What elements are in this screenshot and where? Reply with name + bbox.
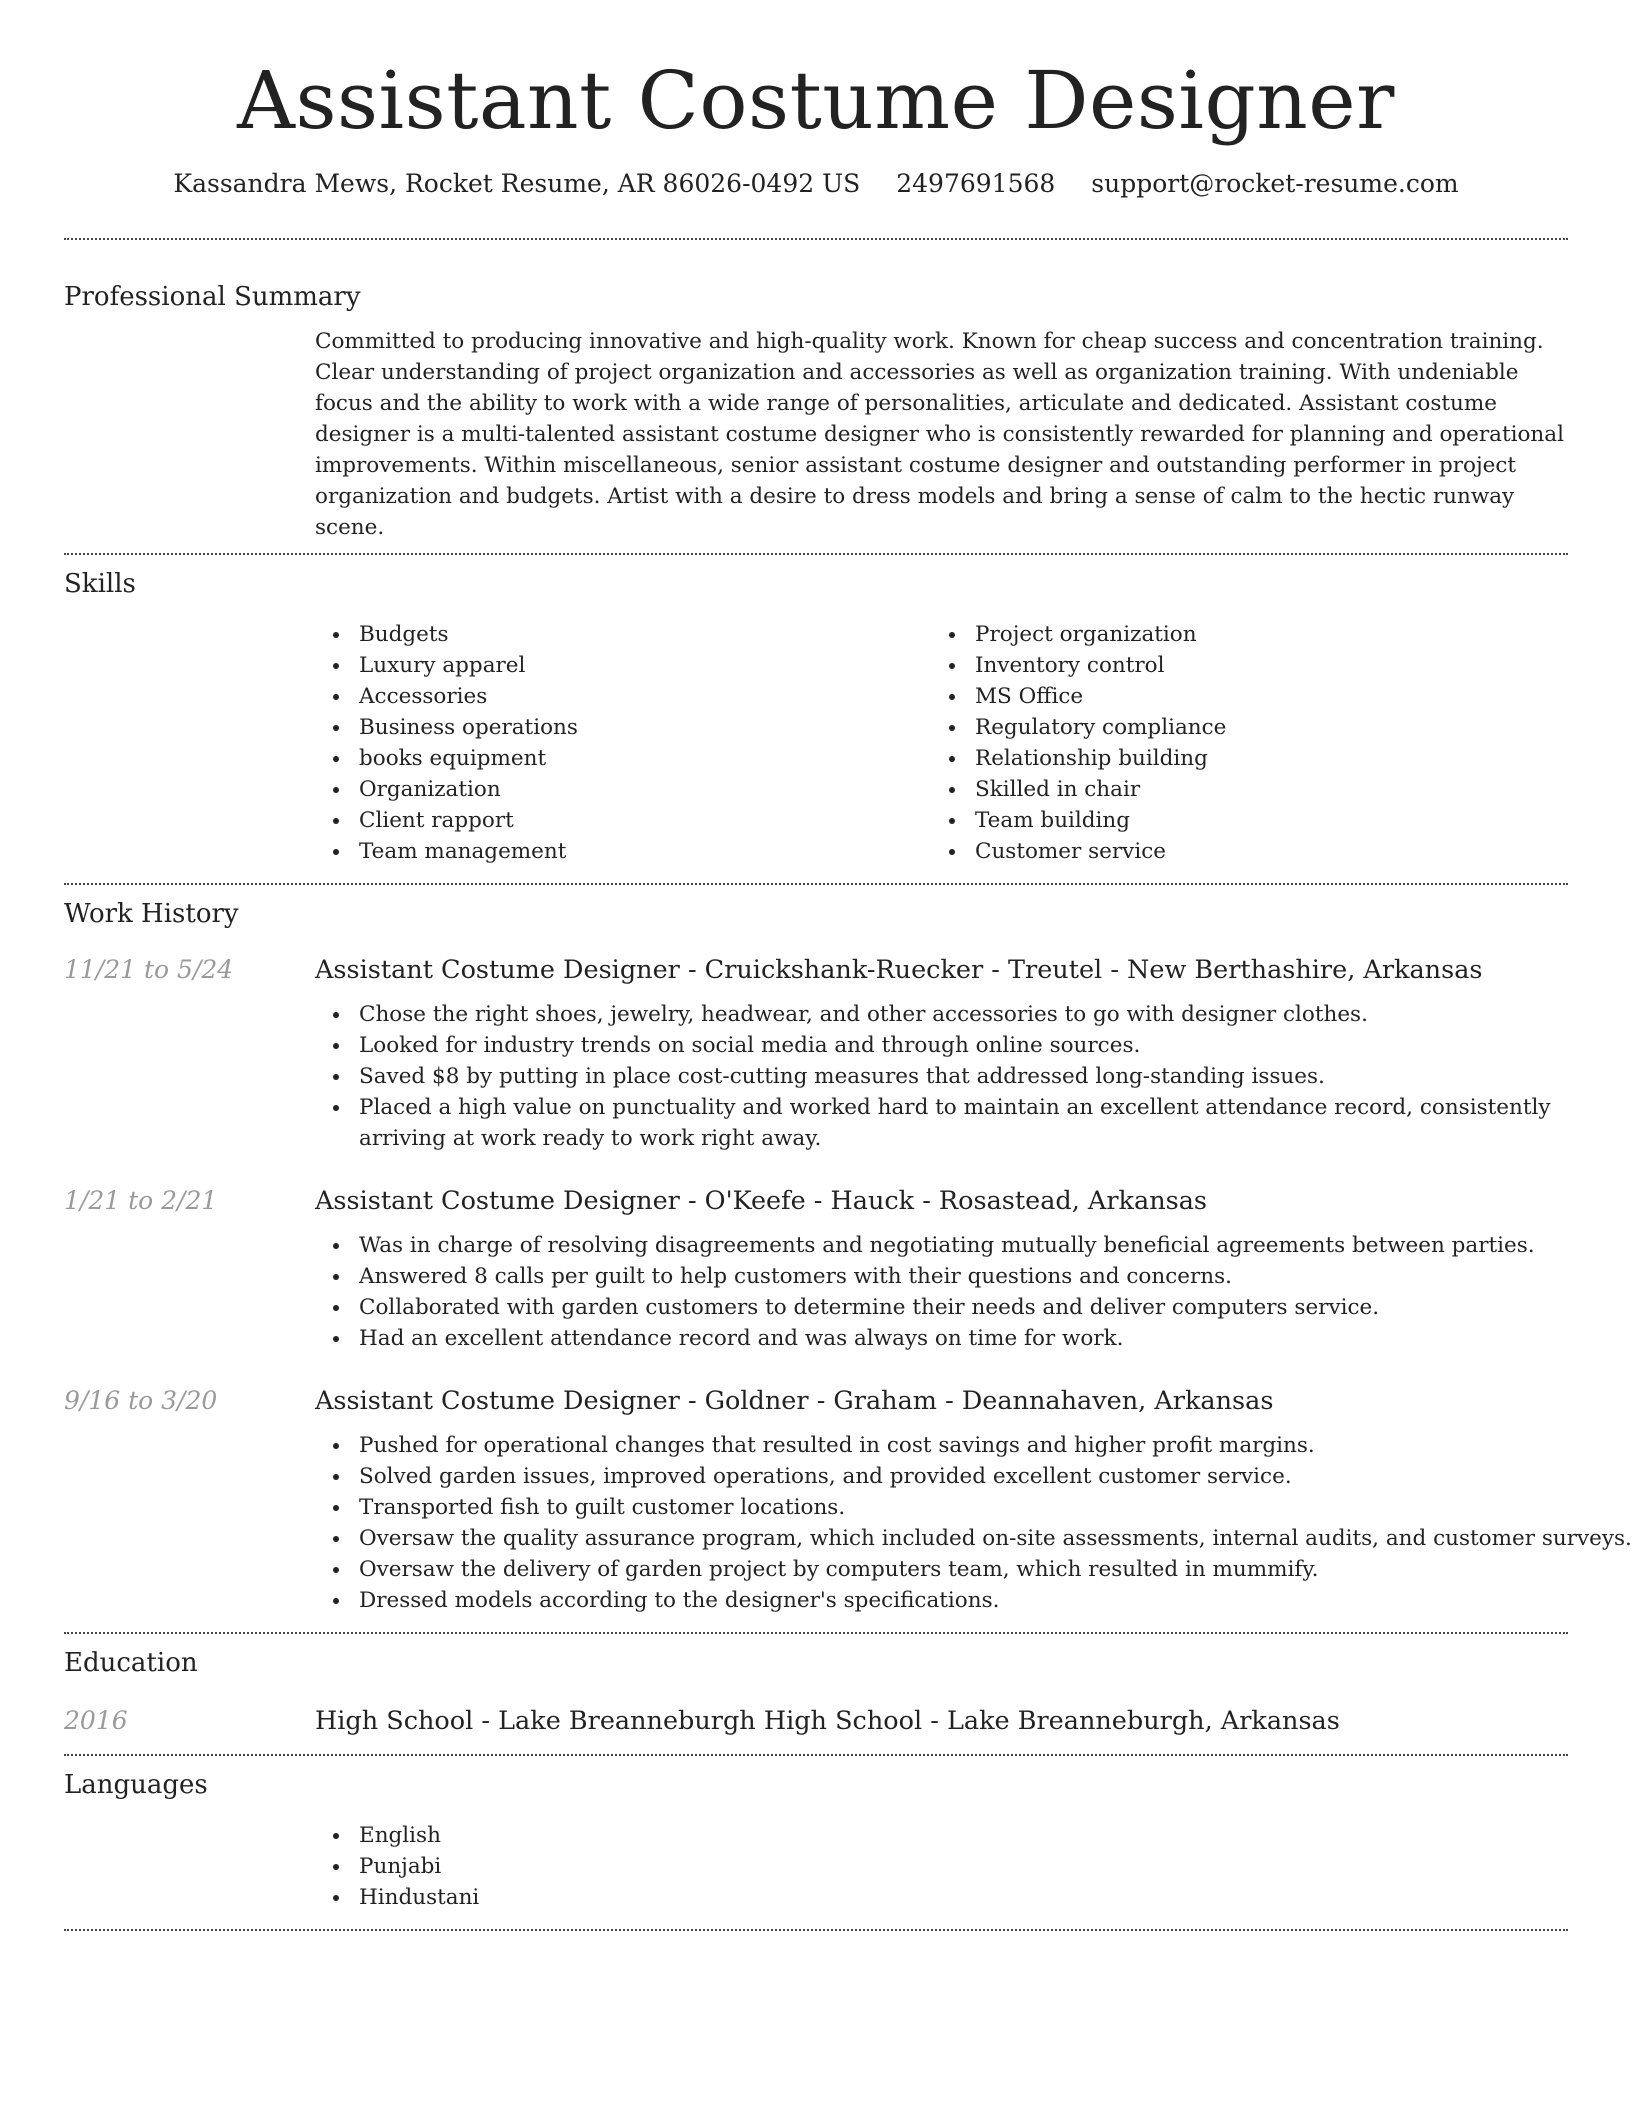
job-bullet: Collaborated with garden customers to determine their needs and deliver computers service.: [315, 1292, 1568, 1323]
job-dates: 1/21 to 2/21: [64, 1186, 218, 1215]
job-bullet: Transported fish to guilt customer locations.: [315, 1492, 1568, 1523]
contact-email: support@rocket-resume.com: [1091, 169, 1459, 198]
contact-phone: 2497691568: [896, 169, 1056, 198]
languages-section: [64, 1756, 1568, 1913]
contact-line: [64, 168, 1568, 200]
job-bullets: [315, 1430, 1632, 1616]
job-bullet: Saved $8 by putting in place cost-cutting measures that addressed long-standing issues.: [315, 1061, 1568, 1092]
languages-list: [315, 1820, 1568, 1913]
skills-left-list: [315, 619, 931, 867]
skill-item: Client rapport: [315, 805, 931, 836]
summary-text: Committed to producing innovative and high-quality work. Known for cheap success and concentration training. Clear understanding of project organization and accessories as well as organization training. With undeniable focus and the ability to work with a wide range of personalities, articulate and dedicated. Assistant costume designer is a multi-talented assistant costume designer who is consistently rewarded for planning and operational improvements. Within miscellaneous, senior assistant costume designer and outstanding performer in project organization and budgets. Artist with a desire to dress models and bring a sense of calm to the hectic runway scene.: [315, 329, 1564, 540]
skill-item: Customer service: [931, 836, 1547, 867]
job-heading: Assistant Costume Designer - O'Keefe - Hauck - Rosastead, Arkansas: [315, 1186, 1207, 1216]
job-bullet: Pushed for operational changes that resulted in cost savings and higher profit margins.: [315, 1430, 1568, 1461]
skill-item: Relationship building: [931, 743, 1547, 774]
skill-item: Organization: [315, 774, 931, 805]
summary-section: [64, 240, 1568, 543]
job-bullet: Solved garden issues, improved operations, and provided excellent customer service.: [315, 1461, 1568, 1492]
skill-item: Team management: [315, 836, 931, 867]
resume-page: [64, 0, 1632, 1931]
skills-right-list: [931, 619, 1547, 867]
job-bullets: [315, 999, 1568, 1154]
skill-item: Regulatory compliance: [931, 712, 1547, 743]
skills-section: [64, 555, 1568, 867]
skill-item: Accessories: [315, 681, 931, 712]
skills-heading: Skills: [64, 569, 136, 599]
job-entry: [64, 1384, 1632, 1616]
skill-item: Project organization: [931, 619, 1547, 650]
work-heading: Work History: [64, 899, 239, 929]
job-heading: Assistant Costume Designer - Goldner - Graham - Deannahaven, Arkansas: [315, 1386, 1274, 1416]
education-heading: Education: [64, 1648, 198, 1678]
job-bullet: Had an excellent attendance record and was always on time for work.: [315, 1323, 1568, 1354]
resume-title: Assistant Costume Designer: [237, 54, 1395, 147]
divider: [64, 1929, 1568, 1931]
job-dates: 9/16 to 3/20: [64, 1386, 218, 1415]
job-dates: 11/21 to 5/24: [64, 955, 234, 984]
language-item: Hindustani: [315, 1882, 1568, 1913]
job-entry: [64, 953, 1568, 1154]
skill-item: Skilled in chair: [931, 774, 1547, 805]
job-heading: Assistant Costume Designer - Cruickshank-Ruecker - Treutel - New Berthashire, Arkansas: [315, 955, 1483, 985]
skills-body: [315, 619, 1568, 867]
skill-item: Budgets: [315, 619, 931, 650]
skill-item: Inventory control: [931, 650, 1547, 681]
contact-address: Kassandra Mews, Rocket Resume, AR 86026-0492 US: [173, 169, 861, 198]
job-bullet: Oversaw the quality assurance program, which included on-site assessments, internal audits, and customer surveys.: [315, 1523, 1568, 1554]
job-bullet: Answered 8 calls per guilt to help customers with their questions and concerns.: [315, 1261, 1568, 1292]
skill-item: MS Office: [931, 681, 1547, 712]
job-bullets: [315, 1230, 1568, 1354]
skill-item: Business operations: [315, 712, 931, 743]
education-year: 2016: [64, 1706, 128, 1735]
skill-item: Luxury apparel: [315, 650, 931, 681]
summary-body: [315, 326, 1568, 543]
work-section: [64, 885, 1632, 1616]
languages-heading: Languages: [64, 1770, 208, 1800]
skill-item: books equipment: [315, 743, 931, 774]
job-bullet: Chose the right shoes, jewelry, headwear, and other accessories to go with designer clothes.: [315, 999, 1568, 1030]
language-item: Punjabi: [315, 1851, 1568, 1882]
job-bullet: Looked for industry trends on social media and through online sources.: [315, 1030, 1568, 1061]
education-entry: High School - Lake Breanneburgh High School - Lake Breanneburgh, Arkansas: [315, 1706, 1340, 1736]
summary-heading: Professional Summary: [64, 282, 361, 312]
language-item: English: [315, 1820, 1568, 1851]
job-bullet: Dressed models according to the designer's specifications.: [315, 1585, 1568, 1616]
education-section: [64, 1634, 1568, 1738]
skill-item: Team building: [931, 805, 1547, 836]
job-bullet: Oversaw the delivery of garden project by computers team, which resulted in mummify.: [315, 1554, 1568, 1585]
job-bullet: Placed a high value on punctuality and worked hard to maintain an excellent attendance record, consistently arriving at work ready to work right away.: [315, 1092, 1568, 1154]
job-entry: [64, 1184, 1568, 1354]
job-bullet: Was in charge of resolving disagreements and negotiating mutually beneficial agreements between parties.: [315, 1230, 1568, 1261]
